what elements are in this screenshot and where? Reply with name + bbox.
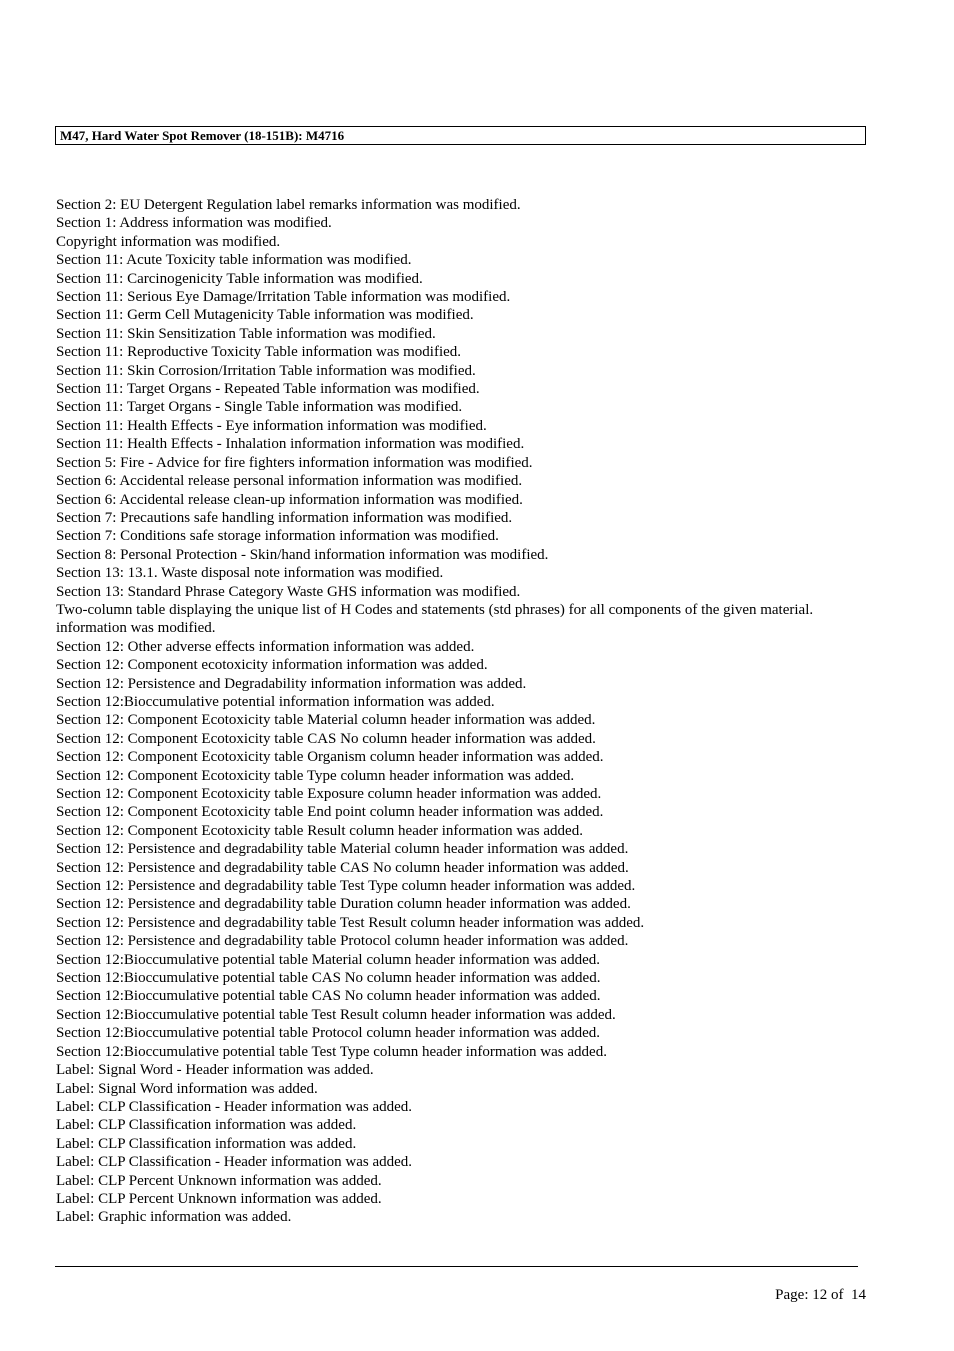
revision-item: Section 12:Bioccumulative potential table CAS No column header information was added. xyxy=(56,970,601,987)
footer-divider xyxy=(55,1266,858,1267)
revision-item: Section 11: Health Effects - Eye information information was modified. xyxy=(56,417,487,434)
revision-item: Section 7: Conditions safe storage information information was modified. xyxy=(56,528,499,545)
revision-item: Label: Signal Word - Header information was added. xyxy=(56,1062,374,1079)
revision-item: Section 12: Component Ecotoxicity table Exposure column header information was added. xyxy=(56,786,602,802)
revision-item: Section 12:Bioccumulative potential table Protocol column header information was added. xyxy=(56,1025,601,1042)
revision-item: Section 11: Acute Toxicity table information was modified. xyxy=(56,252,412,269)
revision-item: Section 1: Address information was modified. xyxy=(56,215,332,232)
revision-item: Section 12: Component ecotoxicity information information was added. xyxy=(56,657,488,674)
revision-item: Section 12: Component Ecotoxicity table Type column header information was added. xyxy=(56,767,575,784)
revision-item: Section 13: Standard Phrase Category Waste GHS information was modified. xyxy=(56,583,521,600)
revision-item: Section 2: EU Detergent Regulation label remarks information was modified. xyxy=(56,197,521,213)
revision-item: Label: Graphic information was added. xyxy=(56,1209,292,1226)
revision-item: Section 12: Persistence and Degradability information information was added. xyxy=(56,675,527,692)
revision-item: Two-column table displaying the unique list of H Codes and statements (std phrases) for all components of the given material. information was modified. xyxy=(56,601,814,637)
revision-item: Section 12: Persistence and degradability table CAS No column header information was added. xyxy=(56,859,629,876)
revision-item: Section 7: Precautions safe handling information information was modified. xyxy=(56,509,513,526)
revision-item: Label: CLP Classification information was added. xyxy=(56,1135,357,1152)
revision-list xyxy=(56,196,846,1227)
revision-item: Section 12: Component Ecotoxicity table Result column header information was added. xyxy=(56,822,583,839)
page-number: Page: 12 of 14 xyxy=(775,1287,866,1303)
revision-item: Section 12: Component Ecotoxicity table Organism column header information was added. xyxy=(56,749,604,766)
revision-item: Section 12: Persistence and degradability table Test Result column header information was added. xyxy=(56,914,645,931)
revision-item: Section 11: Target Organs - Single Table information was modified. xyxy=(56,399,463,416)
revision-item: Section 8: Personal Protection - Skin/hand information information was modified. xyxy=(56,546,549,563)
revision-item: Label: CLP Percent Unknown information was added. xyxy=(56,1172,382,1189)
revision-item: Section 12: Component Ecotoxicity table CAS No column header information was added. xyxy=(56,730,596,747)
revision-item: Section 11: Skin Corrosion/Irritation Table information was modified. xyxy=(56,362,476,379)
document-header-box xyxy=(55,126,866,145)
revision-item: Section 5: Fire - Advice for fire fighters information information was modified. xyxy=(56,454,533,471)
revision-item: Section 12:Bioccumulative potential table Test Type column header information was added. xyxy=(56,1043,607,1060)
revision-item: Section 12: Persistence and degradability table Protocol column header information was added. xyxy=(56,933,629,950)
revision-item: Section 13: 13.1. Waste disposal note information was modified. xyxy=(56,565,444,582)
revision-item: Section 11: Target Organs - Repeated Table information was modified. xyxy=(56,381,480,398)
revision-item: Section 12: Other adverse effects information information was added. xyxy=(56,638,475,655)
revision-item: Section 11: Reproductive Toxicity Table information was modified. xyxy=(56,344,462,361)
revision-item: Label: CLP Classification - Header information was added. xyxy=(56,1154,413,1171)
document-title: M47, Hard Water Spot Remover (18-151B): M4716 xyxy=(60,128,345,143)
revision-item: Section 6: Accidental release personal information information was modified. xyxy=(56,473,523,490)
revision-item: Section 12:Bioccumulative potential table Test Result column header information was added. xyxy=(56,1006,616,1023)
revision-item: Copyright information was modified. xyxy=(56,233,281,250)
revision-item: Section 12: Persistence and degradability table Test Type column header information was added. xyxy=(56,878,636,895)
revision-item: Label: CLP Percent Unknown information was added. xyxy=(56,1190,382,1207)
revision-item: Label: CLP Classification - Header information was added. xyxy=(56,1098,413,1115)
revision-item: Section 11: Serious Eye Damage/Irritation Table information was modified. xyxy=(56,289,511,306)
revision-item: Label: CLP Classification information was added. xyxy=(56,1117,357,1134)
revision-item: Section 12: Persistence and degradability table Material column header information was added. xyxy=(56,841,629,858)
revision-item: Section 6: Accidental release clean-up information information was modified. xyxy=(56,491,523,508)
revision-item: Section 12:Bioccumulative potential information information was added. xyxy=(56,693,495,710)
revision-item: Section 11: Health Effects - Inhalation information information was modified. xyxy=(56,436,525,453)
revision-item: Section 11: Carcinogenicity Table information was modified. xyxy=(56,270,423,287)
revision-item: Section 11: Skin Sensitization Table information was modified. xyxy=(56,325,436,342)
revision-item: Label: Signal Word information was added. xyxy=(56,1080,318,1097)
revision-item: Section 12:Bioccumulative potential table Material column header information was added. xyxy=(56,951,600,968)
revision-item: Section 11: Germ Cell Mutagenicity Table information was modified. xyxy=(56,307,474,324)
revision-item: Section 12: Persistence and degradability table Duration column header information was added. xyxy=(56,896,631,913)
revision-item: Section 12: Component Ecotoxicity table End point column header information was added. xyxy=(56,804,604,821)
revision-item: Section 12: Component Ecotoxicity table Material column header information was added. xyxy=(56,712,596,729)
revision-item: Section 12:Bioccumulative potential table CAS No column header information was added. xyxy=(56,988,601,1005)
